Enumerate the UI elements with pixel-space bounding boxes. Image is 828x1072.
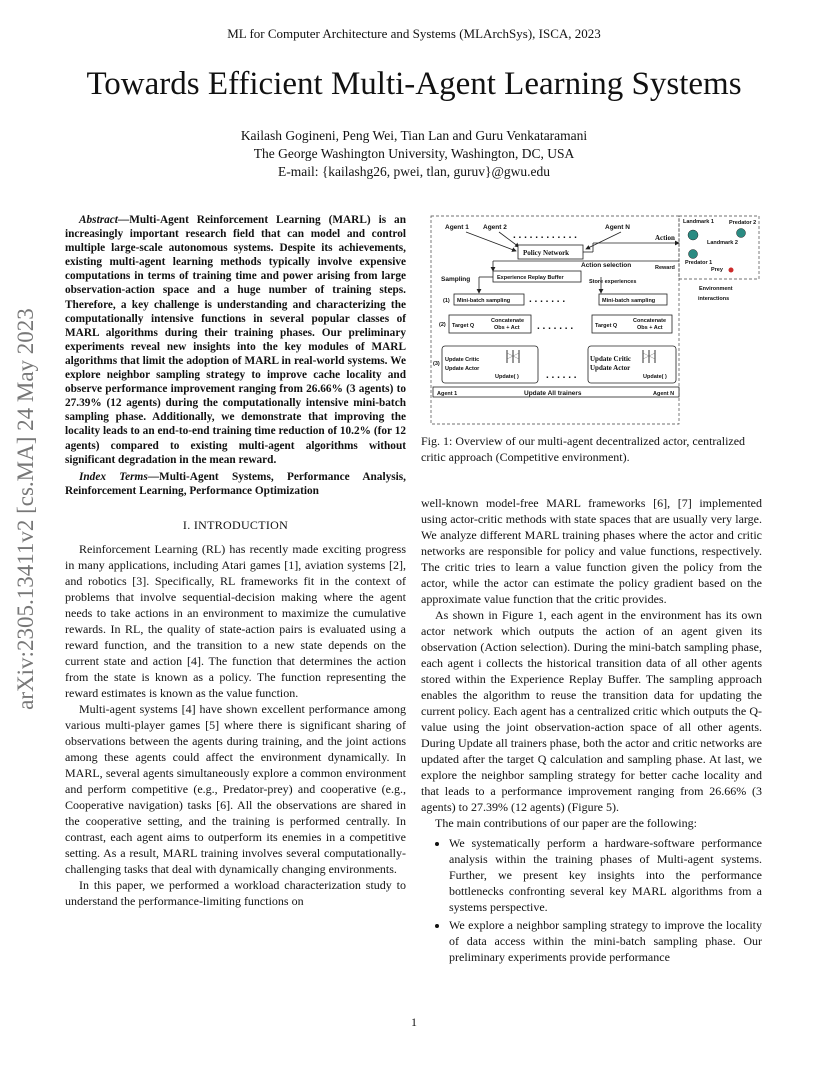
ellipsis: . . . . . . . . . . . .	[513, 230, 577, 241]
index-terms-label: Index Terms	[79, 470, 148, 483]
paragraph: The main contributions of our paper are the following:	[435, 816, 697, 830]
list-item: • We explore a neighbor sampling strategy to improve the locality of data access within the mini-batch sampling phase. Our preliminary experiments provide performance	[449, 917, 762, 965]
concat-label-nb: Obs + Act	[637, 325, 663, 331]
list-item: • We systematically perform a hardware-software performance analysis within the training phases of Multi-agent systems. Further, we present key insights into the performance bottlenecks confronting several key MARL algorithms from a systems perspective.	[449, 835, 762, 915]
paragraph: In this paper, we performed a workload characterization study to understand the performance-limiting functions on	[65, 877, 406, 908]
step-3: (3)	[433, 361, 440, 367]
left-column	[65, 213, 406, 909]
update-critic-1: Update Critic	[445, 357, 480, 363]
paragraph: Multi-agent systems [4] have shown excellent performance among various multi-player games [5] where there is significant sharing of observations between the agents during training, and the joint actions among these agents could affect the environment dynamically. In MARL, several agents simultaneously explore a common environment and perform competitive (e.g., Predator-prey) and cooperative (e.g., Cooperative navigation) tasks [6]. All the observations are shared in the cooperative setting, and the training is performed centrally. In contrast, each agent aims to outperform its enemies in a competitive setting. As a result, MARL training involves several computationally-challenging tasks that deal with dynamically changing environments.	[65, 701, 406, 876]
paragraph: As shown in Figure 1, each agent in the environment has its own actor network which outputs the action of an agent given its observation (Action selection). During the mini-batch sampling phase, each agent i collects the historical transition data of all other agents stored within the Experience Replay Buffer. The sampling approach enables the algorithm to reuse the transition data for updating the current policy. Each agent has a centralized critic which outputs the Q-value using the joint observation-action space of all other agents. During Update all trainers phase, both the actor and critic networks are updated after the target Q calculation and sampling phase. At last, we explore the neighbor sampling strategy for better cache locality and that leads to a performance improvement ranging from 26.66% (3 agents) to 27.39% (12 agents) (Figure 5).	[421, 608, 762, 814]
author-names: Kailash Gogineni, Peng Wei, Tian Lan and Guru Venkataramani	[240, 128, 588, 143]
policy-network-label: Policy Network	[523, 249, 570, 257]
concat-label-1b: Obs + Act	[494, 325, 520, 331]
minibatch-label-n: Mini-batch sampling	[602, 298, 656, 304]
update-all-agent1: Agent 1	[437, 391, 458, 397]
action-selection-label: Action selection	[581, 262, 632, 269]
update-box-1	[442, 346, 538, 383]
arxiv-watermark: arXiv:2305.13411v2 [cs.MA] 24 May 2023	[13, 308, 38, 710]
predator-2-label: Predator 2	[729, 220, 757, 226]
update-fn-n: Update( )	[643, 374, 667, 380]
right-column	[421, 495, 762, 967]
concat-label-na: Concatenate	[633, 318, 667, 324]
svg-text:. . . . . . .: . . . . . . .	[529, 294, 566, 305]
landmark-1-marker	[688, 230, 698, 240]
update-actor-1: Update Actor	[445, 366, 480, 372]
interactions-label: interactions	[698, 296, 730, 302]
target-q-label-1: Target Q	[452, 323, 475, 329]
update-critic-n: Update Critic	[590, 355, 632, 363]
paragraph: Reinforcement Learning (RL) has recently made exciting progress in many applications, including Atari games [1], aviation systems [2], and robotics [3]. Specifically, RL frameworks fit in the context of problems that involve sequential-decision making where the agent needs to take actions in an environment to maximize the cumulative rewards. In RL, the quality of state-action pairs is evaluated using a reward function, and the transition to a new state depends on the current state and action [4]. The function that determines the action from the state is known as a policy. The function representing the reward estimates is known as the value function.	[65, 541, 406, 700]
landmark-2-label: Landmark 2	[707, 240, 738, 246]
predator-2-marker	[737, 229, 746, 238]
agent-1-label: Agent 1	[445, 224, 469, 231]
figure-1-diagram	[421, 213, 763, 428]
page-number: 1	[411, 1015, 417, 1029]
section-heading: I. INTRODUCTION	[182, 517, 289, 532]
author-block	[0, 127, 828, 181]
abstract	[65, 213, 406, 467]
replay-buffer-label: Experience Replay Buffer	[497, 275, 564, 281]
affiliation: The George Washington University, Washington, DC, USA	[253, 146, 575, 161]
step-1: (1)	[443, 298, 450, 304]
figure-caption: Fig. 1: Overview of our multi-agent decentralized actor, centralized critic approach (Competitive environment).	[421, 434, 746, 464]
contribution-list	[421, 835, 762, 965]
update-all-label: Update All trainers	[524, 390, 582, 397]
paragraph: well-known model-free MARL frameworks [6], [7] implemented using actor-critic methods with state spaces that are usually very large. We analyze different MARL training phases where the actor and critic networks are responsible for policy and value functions, respectively. The critic tries to learn a value function given the policy from the actor, while the actor can estimate the policy gradient based on the approximate value function that the critic provides.	[421, 496, 762, 606]
prey-marker	[729, 268, 734, 273]
index-terms-text: —Multi-Agent Systems, Performance Analysis, Reinforcement Learning, Performance Optimization	[65, 470, 406, 497]
update-actor-n: Update Actor	[590, 364, 631, 372]
concat-label-1a: Concatenate	[491, 318, 525, 324]
prey-label: Prey	[711, 267, 723, 273]
paper-title: Towards Efficient Multi-Agent Learning Systems	[86, 66, 742, 102]
action-label: Action	[655, 234, 675, 242]
agent-n-label: Agent N	[605, 224, 630, 231]
reward-label: Reward	[655, 265, 675, 271]
abstract-label: Abstract	[79, 214, 118, 226]
landmark-1-label: Landmark 1	[683, 219, 714, 225]
svg-text:. . . . . . .: . . . . . . .	[537, 321, 574, 332]
environment-label: Environment	[699, 286, 733, 292]
index-terms	[65, 470, 406, 498]
abstract-text: —Multi-Agent Reinforcement Learning (MARL) is an increasingly important research field that can model and control multiple large-scale autonomous systems. Despite its achievements, existing multi-agent learning methods typically involve expensive computations in terms of training time and power arising from large observation-action space and a huge number of training steps. Therefore, a key challenge is understanding and characterizing the computationally intensive functions in several popular classes of MARL algorithms during their training phases. Our preliminary experiments reveal new insights into the key modules of MARL algorithms that limit the adoption of MARL in real-world systems. We explore neighbor sampling strategy to improve cache locality and observe performance improvement ranging from 26.66% (3 agents) to 27.39% (12 agents) during the computationally intensive mini-batch sampling phase. Additionally, we demonstrate that improving the locality leads to an end-to-end training time reduction of 10.2% (for 12 agents) compared to existing multi-agent algorithms without significant degradation in the mean reward.	[65, 214, 406, 466]
target-q-label-n: Target Q	[595, 323, 618, 329]
update-fn-1: Update( )	[495, 374, 519, 380]
predator-1-label: Predator 1	[685, 260, 713, 266]
sampling-label: Sampling	[441, 276, 471, 283]
predator-1-marker	[689, 250, 698, 259]
step-2: (2)	[439, 322, 446, 328]
agent-2-label: Agent 2	[483, 224, 507, 231]
running-header: ML for Computer Architecture and Systems (MLArchSys), ISCA, 2023	[227, 26, 601, 41]
email-line: E-mail: {kailashg26, pwei, tlan, guruv}@gwu.edu	[277, 164, 551, 179]
minibatch-label-1: Mini-batch sampling	[457, 298, 511, 304]
store-experiences-label: Store experiences	[589, 279, 637, 285]
update-all-agentn: Agent N	[653, 391, 675, 397]
svg-text:. . . . . .: . . . . . .	[546, 370, 577, 381]
